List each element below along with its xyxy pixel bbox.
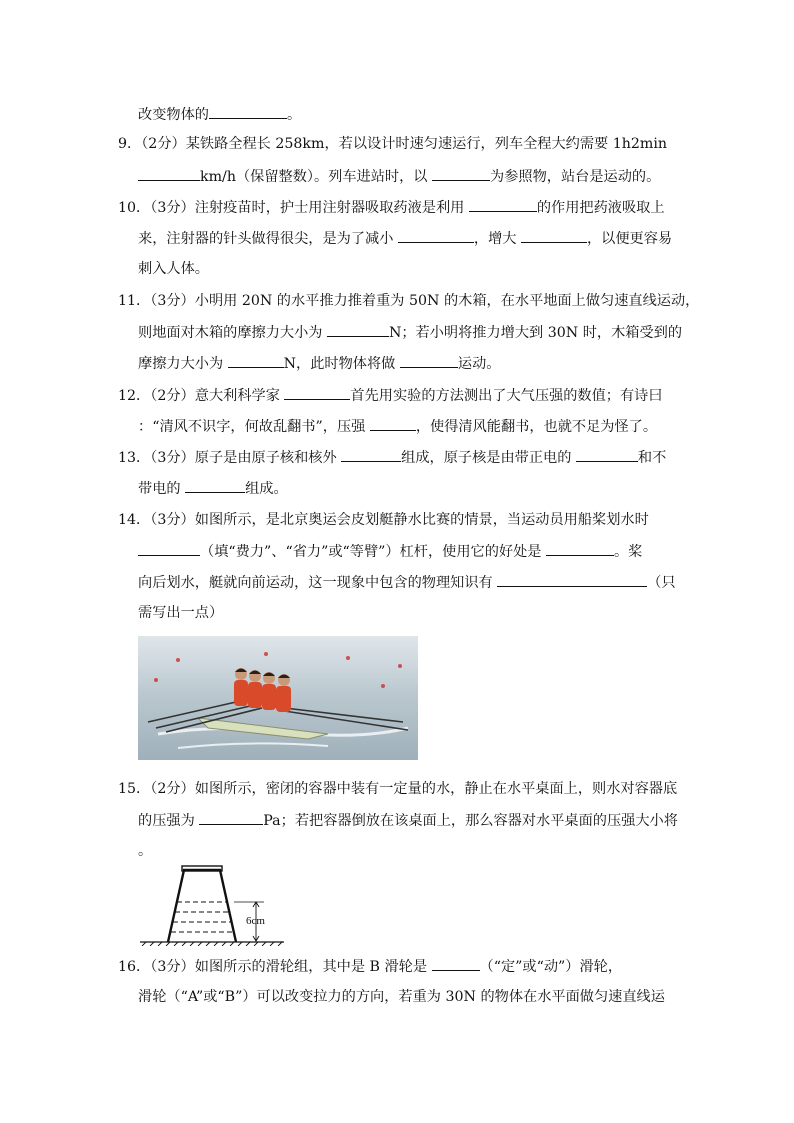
- text: ，增大: [473, 231, 521, 247]
- q15-line3: [138, 841, 152, 861]
- text: 带电的: [138, 481, 186, 497]
- text: 的作用把药液吸取上: [536, 200, 665, 216]
- q14-line1: [118, 510, 649, 530]
- answer-blank[interactable]: [469, 197, 537, 212]
- text: 。: [286, 107, 302, 123]
- text: 运动。: [457, 356, 501, 372]
- text: 组成。: [245, 481, 288, 497]
- text: 刺入人体。: [138, 261, 209, 277]
- container-figure: [138, 860, 288, 946]
- q11-line3: [138, 353, 500, 374]
- q10-line1: [118, 197, 665, 218]
- question-number: 13．: [118, 450, 151, 466]
- text: （只: [647, 575, 676, 591]
- answer-blank[interactable]: [576, 447, 638, 462]
- question-score: （3分）: [150, 200, 195, 216]
- answer-blank[interactable]: [432, 956, 480, 971]
- question-text: 某铁路全程长 258km，若以设计时速匀速运行，列车全程大约需要 1h2min: [185, 136, 668, 152]
- answer-blank[interactable]: [199, 810, 263, 825]
- text: 首先用实验的方法测出了大气压强的数值；有诗曰: [350, 388, 663, 404]
- q10-line3: [138, 259, 209, 279]
- answer-blank[interactable]: [497, 572, 647, 587]
- q9-line2: [138, 166, 660, 187]
- answer-blank[interactable]: [138, 166, 200, 181]
- q15-line1: [118, 779, 677, 799]
- text: 向后划水，艇就向前运动，这一现象中包含的物理知识有: [138, 575, 498, 591]
- text: 为参照物，站台是运动的。: [490, 169, 661, 185]
- answer-blank[interactable]: [138, 541, 200, 556]
- text: 需写出一点）: [138, 605, 224, 621]
- text: 如图所示的滑轮组，其中是 B 滑轮是: [194, 959, 432, 975]
- q16-line2: [138, 987, 665, 1007]
- text: （填“费力”、“省力”或“等臂”）杠杆，使用它的好处是: [200, 544, 546, 560]
- answer-blank[interactable]: [284, 385, 350, 400]
- q11-line2: [138, 322, 682, 343]
- text: 注射疫苗时，护士用注射器吸取药液是利用: [194, 200, 469, 216]
- q16-line1: [118, 956, 622, 977]
- text: N；若小明将推力增大到 30N 时，木箱受到的: [388, 325, 683, 341]
- text: （“定”或“动”）滑轮，: [479, 959, 623, 975]
- q10-line2: [138, 228, 672, 249]
- question-number: 9．: [118, 136, 142, 152]
- text: 。桨: [613, 544, 643, 560]
- answer-blank[interactable]: [546, 541, 614, 556]
- q13-line2: [138, 478, 288, 499]
- q14-line4: [138, 603, 223, 623]
- text: 如图所示，密闭的容器中装有一定量的水，静止在水平桌面上，则水对容器底: [194, 781, 678, 797]
- text: N，此时物体将做: [283, 356, 400, 372]
- text: 改变物体的: [138, 107, 209, 123]
- question-score: （2分）: [150, 781, 195, 797]
- q12-line1: [118, 385, 663, 406]
- question-number: 14．: [118, 512, 151, 528]
- question-score: （3分）: [150, 512, 195, 528]
- q14-line3: [138, 572, 676, 593]
- q11-line1: [118, 291, 699, 311]
- text: 来，注射器的针头做得很尖，是为了减小: [138, 231, 398, 247]
- q12-line2: [138, 416, 657, 437]
- text: 原子是由原子核和核外: [194, 450, 342, 466]
- answer-blank[interactable]: [521, 228, 587, 243]
- height-label: 6cm: [246, 915, 265, 927]
- text: 组成，原子核是由带正电的: [401, 450, 576, 466]
- rowing-photo: [138, 636, 418, 760]
- water-lines: [171, 902, 234, 932]
- question-number: 15．: [118, 781, 151, 797]
- text: 滑轮（“A”或“B”）可以改变拉力的方向，若重为 30N 的物体在水平面做匀速直线运: [138, 989, 665, 1005]
- answer-blank[interactable]: [327, 322, 389, 337]
- q13-line1: [118, 447, 666, 468]
- text: ：“清风不识字，何故乱翻书”，压强: [138, 419, 370, 435]
- question-score: （3分）: [150, 959, 195, 975]
- answer-blank[interactable]: [209, 104, 287, 119]
- text: 摩擦力大小为: [138, 356, 228, 372]
- question-score: （2分）: [141, 136, 186, 152]
- q9-line1: [118, 134, 667, 154]
- text: km/h（保留整数）。列车进站时，以: [200, 169, 433, 185]
- answer-blank[interactable]: [341, 447, 401, 462]
- text: ，以便更容易: [586, 231, 673, 247]
- q8-tail-line: [138, 104, 301, 125]
- question-score: （3分）: [150, 450, 195, 466]
- text: 如图所示，是北京奥运会皮划艇静水比赛的情景，当运动员用船桨划水时: [194, 512, 649, 528]
- answer-blank[interactable]: [400, 353, 458, 368]
- container-outline: [168, 870, 236, 942]
- text: 则地面对木箱的摩擦力大小为: [138, 325, 327, 341]
- text: 的压强为: [138, 813, 200, 829]
- answer-blank[interactable]: [398, 228, 474, 243]
- question-number: 16．: [118, 959, 151, 975]
- text: 意大利科学家: [194, 388, 285, 404]
- text: Pa；若把容器倒放在该桌面上，那么容器对水平桌面的压强大小将: [263, 813, 678, 829]
- question-score: （2分）: [150, 388, 195, 404]
- question-number: 11．: [118, 293, 151, 309]
- question-number: 12．: [118, 388, 151, 404]
- text: 。: [138, 843, 153, 859]
- question-number: 10．: [118, 200, 151, 216]
- text: 小明用 20N 的水平推力推着重为 50N 的木箱，在水平地面上做匀速直线运动，: [194, 293, 700, 309]
- answer-blank[interactable]: [370, 416, 416, 431]
- text: 和不: [637, 450, 667, 466]
- q15-line2: [138, 810, 678, 831]
- answer-blank[interactable]: [185, 478, 245, 493]
- answer-blank[interactable]: [228, 353, 284, 368]
- text: ，使得清风能翻书，也就不足为怪了。: [415, 419, 658, 435]
- q14-line2: [138, 541, 642, 562]
- answer-blank[interactable]: [432, 166, 490, 181]
- question-score: （3分）: [150, 293, 195, 309]
